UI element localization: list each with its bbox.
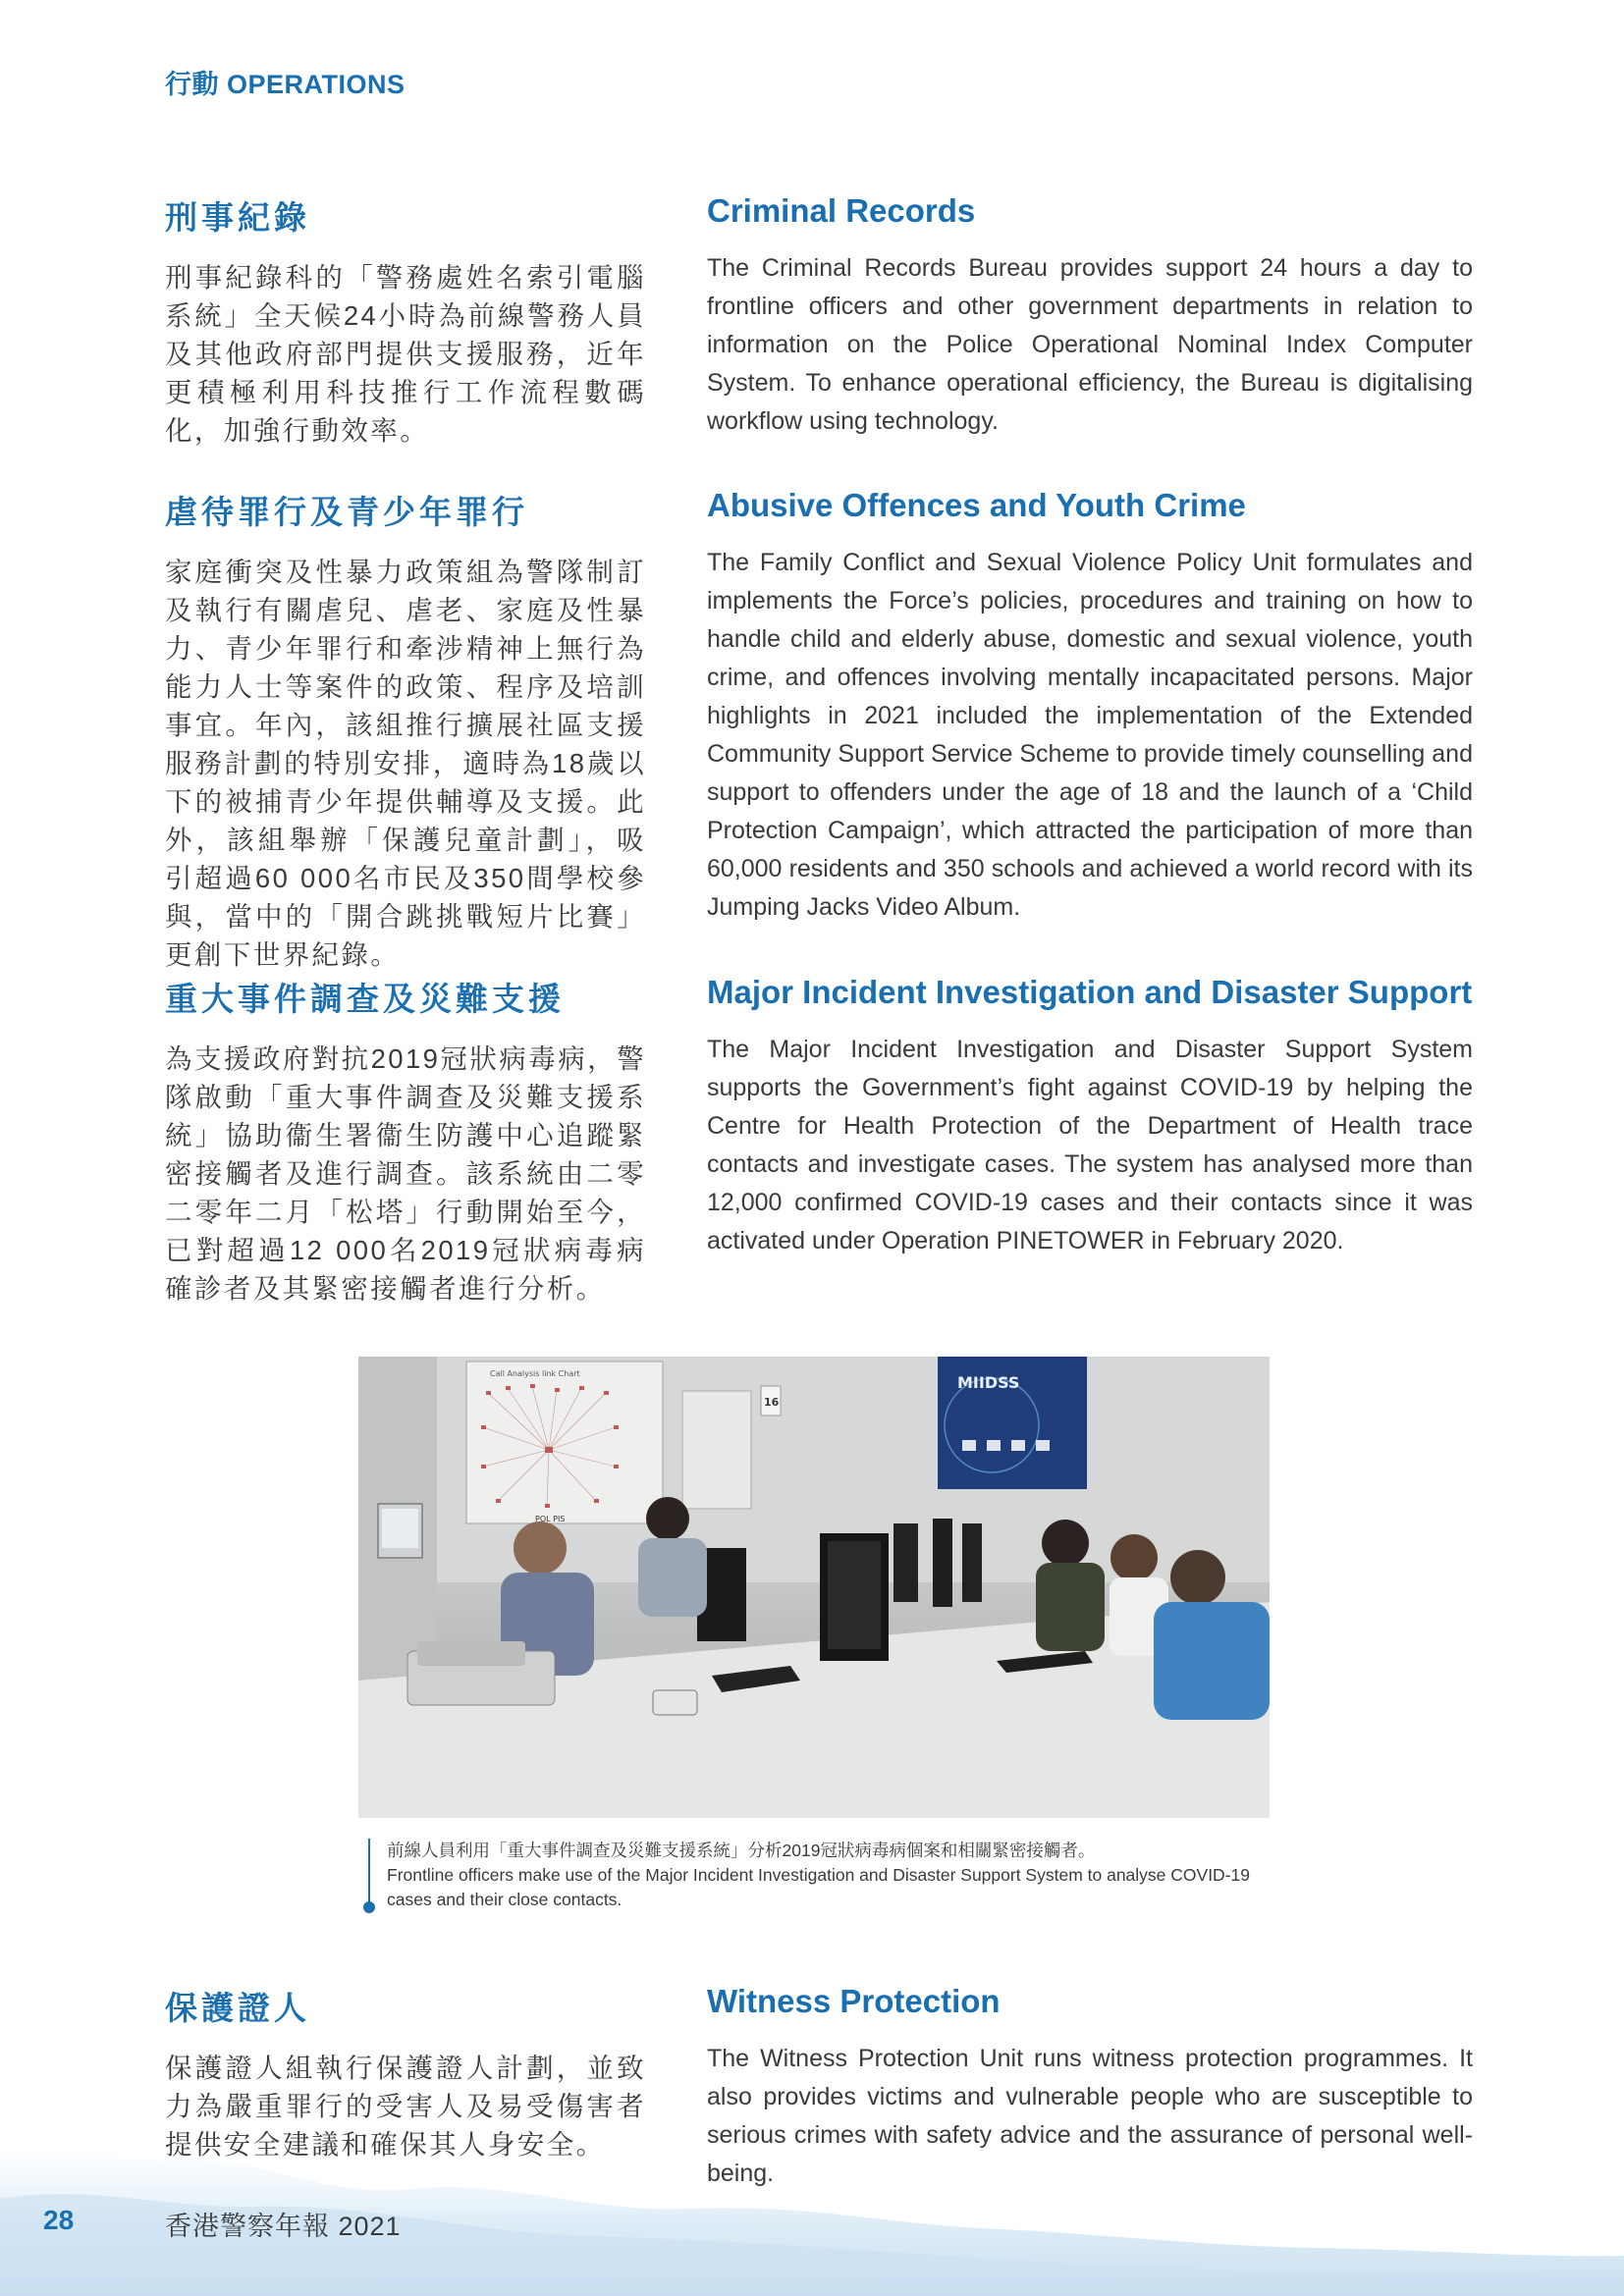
caption-zh: 前線人員利用「重大事件調查及災難支援系統」分析2019冠狀病毒病個案和相關緊密接觸者。 xyxy=(387,1841,1096,1860)
section-criminal-records-en xyxy=(707,192,1473,441)
caption-en: Frontline officers make use of the Major Incident Investigation and Disaster Support System to analyse COVID-19 cases and their close contacts. xyxy=(387,1865,1250,1909)
section-abusive-offences-zh xyxy=(165,487,646,974)
caption-bullet xyxy=(363,1901,375,1913)
operations-room-photo xyxy=(358,1357,1270,1818)
section-abusive-offences-en xyxy=(707,487,1473,927)
page-number: 28 xyxy=(43,2205,75,2235)
heading-zh: 保護證人 xyxy=(165,1990,310,2026)
heading-en: Witness Protection xyxy=(707,1983,1001,2019)
paragraph-zh: 家庭衝突及性暴力政策組為警隊制訂及執行有關虐兒、虐老、家庭及性暴力、青少年罪行和牽涉精神上無行為能力人士等案件的政策、程序及培訓事宜。年內，該組推行擴展社區支援服務計劃的特別安排，適時為18歲以下的被捕青少年提供輔導及支援。此外，該組舉辦「保護兒童計劃」，吸引超過60 000名市民及350間學校參與，當中的「開合跳挑戰短片比賽」更創下世界紀錄。 xyxy=(165,557,646,970)
section-header: 行動 OPERATIONS xyxy=(165,70,406,99)
section-criminal-records-zh xyxy=(165,192,646,450)
heading-en: Major Incident Investigation and Disaster Support xyxy=(707,974,1473,1010)
room-number-sign: 16 xyxy=(764,1396,780,1409)
paragraph-en: The Family Conflict and Sexual Violence Policy Unit formulates and implements the Force’s policies, procedures and training on how to handle child and elderly abuse, domestic and sexual violence, youth crime, and offences involving mentally incapacitated persons. Major highlights in 2021 included the implementation of the Extended Community Support Service Scheme to provide timely counselling and support to offenders under the age of 18 and the launch of a ‘Child Protection Campaign’, which attracted the participation of more than 60,000 residents and 350 schools and achieved a world record with its Jumping Jacks Video Album. xyxy=(707,549,1473,921)
paragraph-en: The Witness Protection Unit runs witness protection programmes. It also provides victims and vulnerable people who are susceptible to serious crimes with safety advice and the assurance of personal well-being. xyxy=(707,2045,1473,2187)
paragraph-en: The Major Incident Investigation and Disaster Support System supports the Government’s fight against COVID-19 by helping the Centre for Health Protection of the Department of Health trace contacts and investigate cases. The system has analysed more than 12,000 confirmed COVID-19 cases and their contacts since it was activated under Operation PINETOWER in February 2020. xyxy=(707,1036,1473,1255)
desk-label: POL PIS xyxy=(535,1515,566,1523)
wall-screen xyxy=(938,1357,1087,1489)
link-chart-board xyxy=(466,1362,663,1523)
paragraph-en: The Criminal Records Bureau provides support 24 hours a day to frontline officers and other government departments in relation to information on the Police Operational Nominal Index Computer System. To enhance operational efficiency, the Bureau is digitalising workflow using technology. xyxy=(707,254,1473,435)
chart-board-title: Call Analysis link Chart xyxy=(490,1369,580,1378)
caption-rule xyxy=(368,1839,370,1909)
paragraph-zh: 為支援政府對抗2019冠狀病毒病，警隊啟動「重大事件調查及災難支援系統」協助衞生署衞生防護中心追蹤緊密接觸者及進行調查。該系統由二零二零年二月「松塔」行動開始至今，已對超過12 000名2019冠狀病毒病確診者及其緊密接觸者進行分析。 xyxy=(165,1043,646,1304)
photo-caption xyxy=(387,1839,1290,1912)
heading-en: Criminal Records xyxy=(707,192,976,229)
screen-logo: MIIDSS xyxy=(957,1373,1020,1392)
heading-en: Abusive Offences and Youth Crime xyxy=(707,487,1246,523)
heading-zh: 刑事紀錄 xyxy=(165,199,310,236)
heading-zh: 虐待罪行及青少年罪行 xyxy=(165,494,528,530)
section-major-incident-en xyxy=(707,974,1473,1260)
paragraph-zh: 刑事紀錄科的「警務處姓名索引電腦系統」全天候24小時為前線警務人員及其他政府部門提供支援服務，近年更積極利用科技推行工作流程數碼化，加強行動效率。 xyxy=(165,262,646,446)
heading-zh: 重大事件調查及災難支援 xyxy=(165,981,565,1017)
paragraph-zh: 保護證人組執行保護證人計劃，並致力為嚴重罪行的受害人及易受傷害者提供安全建議和確保其人身安全。 xyxy=(165,2053,646,2160)
section-major-incident-zh xyxy=(165,974,646,1308)
publication-title: 香港警察年報 2021 xyxy=(165,2212,402,2241)
